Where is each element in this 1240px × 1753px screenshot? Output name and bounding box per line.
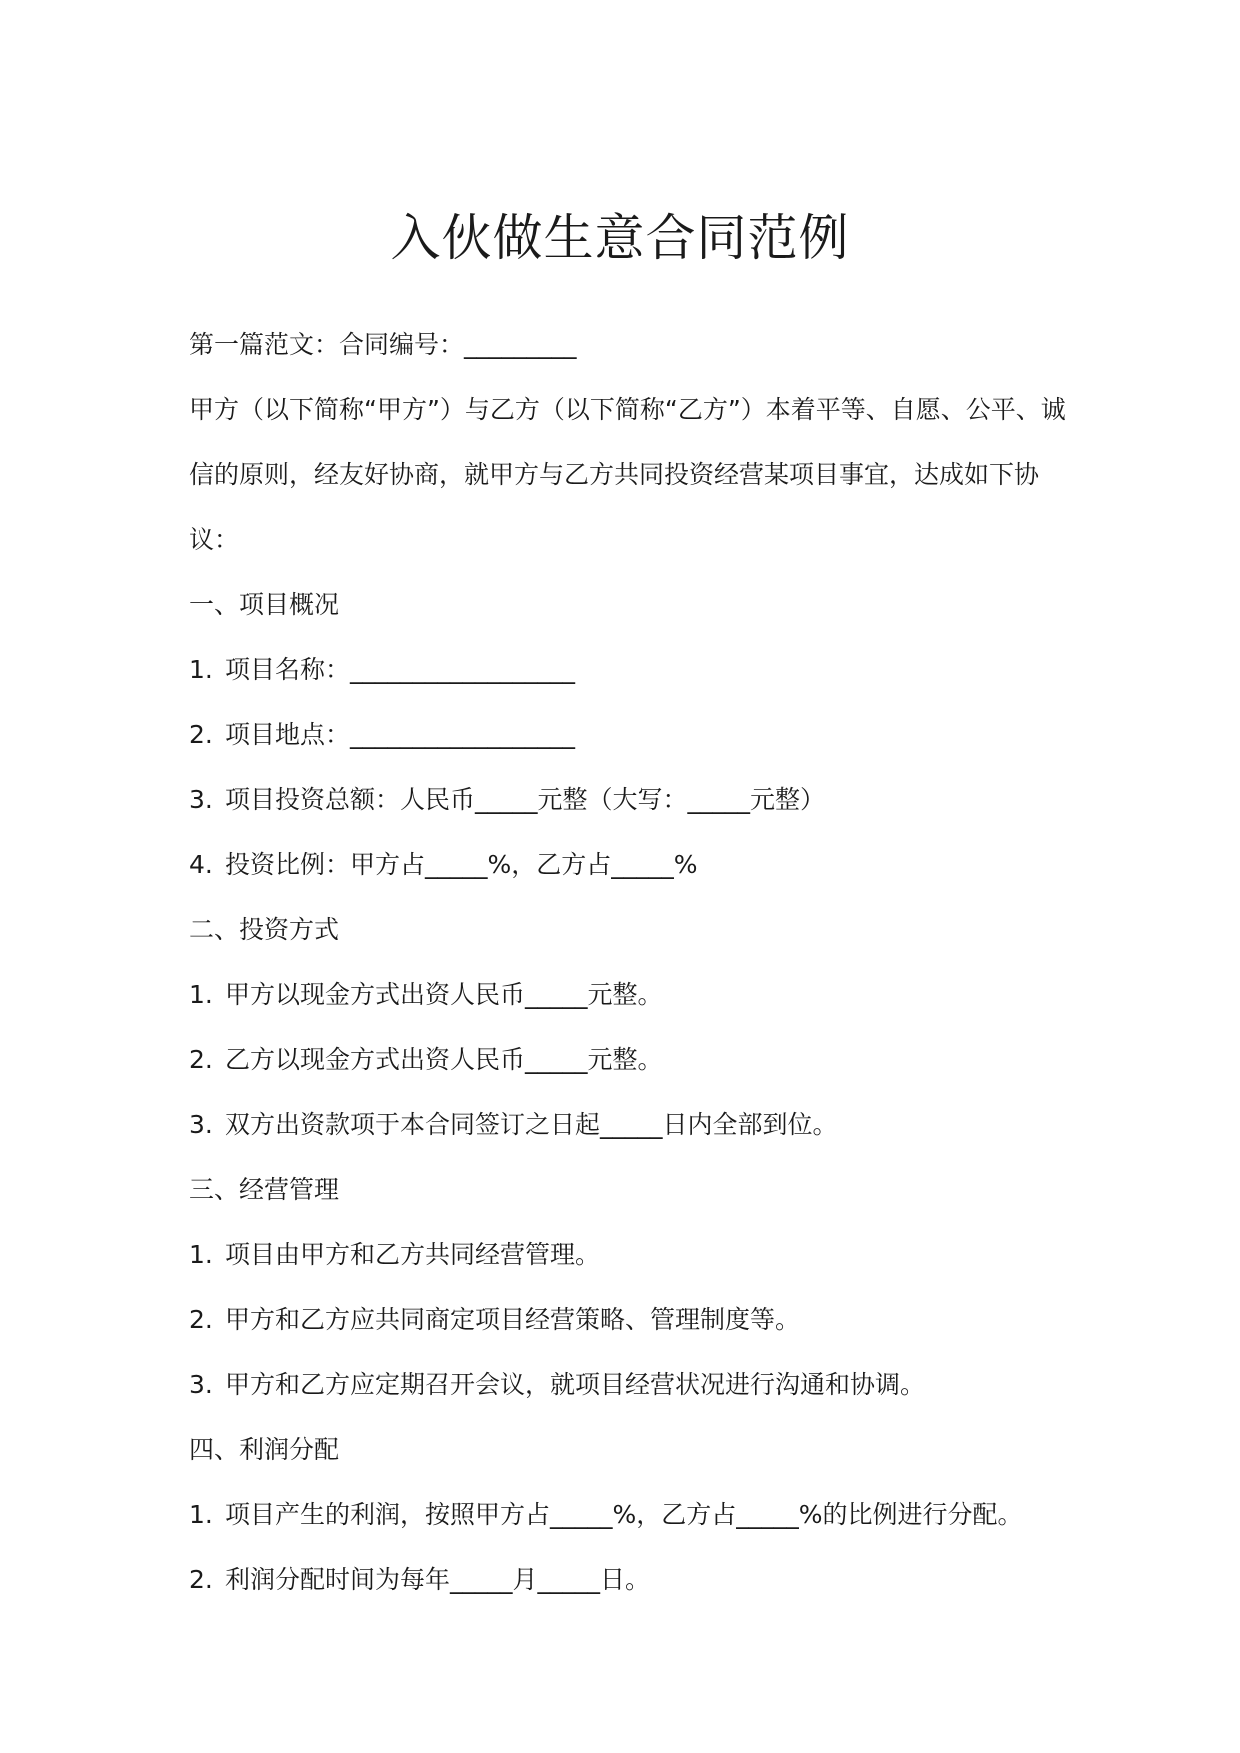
clause-text: 投资比例：甲方占_____%，乙方占_____%	[224, 850, 698, 879]
section-heading-profit-distribution: 四、利润分配	[189, 1435, 340, 1464]
clause-number: 2.	[189, 1565, 213, 1594]
clause-item	[189, 767, 1069, 832]
clause-number: 4.	[189, 850, 213, 879]
clause-text: 利润分配时间为每年_____月_____日。	[224, 1565, 650, 1594]
clause-number: 3.	[189, 1110, 213, 1139]
section-heading-investment-method: 二、投资方式	[189, 915, 340, 944]
clause-number: 3.	[189, 785, 213, 814]
clause-text: 项目地点：__________________	[224, 720, 575, 749]
clause-text: 双方出资款项于本合同签订之日起_____日内全部到位。	[224, 1110, 838, 1139]
clause-text: 甲方以现金方式出资人民币_____元整。	[224, 980, 663, 1009]
clause-number: 2.	[189, 1305, 213, 1334]
clause-text: 项目投资总额：人民币_____元整（大写：_____元整）	[224, 785, 825, 814]
clause-item	[189, 1547, 1069, 1612]
clause-item	[189, 962, 1069, 1027]
clause-item	[189, 1027, 1069, 1092]
clause-number: 3.	[189, 1370, 213, 1399]
clause-number: 1.	[189, 655, 213, 684]
clause-number: 1.	[189, 1240, 213, 1269]
clause-text: 项目产生的利润，按照甲方占_____%，乙方占_____%的比例进行分配。	[224, 1500, 1023, 1529]
clause-number: 2.	[189, 1045, 213, 1074]
section-heading-project-overview: 一、项目概况	[189, 590, 340, 619]
clause-item	[189, 832, 1069, 897]
clause-item	[189, 637, 1069, 702]
preamble-line-1: 甲方（以下简称“甲方”）与乙方（以下简称“乙方”）本着平等、自愿、公平、诚	[189, 395, 1066, 424]
clause-text: 甲方和乙方应定期召开会议，就项目经营状况进行沟通和协调。	[224, 1370, 925, 1399]
clause-item	[189, 1092, 1069, 1157]
clause-number: 1.	[189, 980, 213, 1009]
clause-item	[189, 1482, 1069, 1547]
clause-number: 2.	[189, 720, 213, 749]
clause-item	[189, 1287, 1069, 1352]
preamble-line-2: 信的原则，经友好协商，就甲方与乙方共同投资经营某项目事宜，达成如下协	[189, 460, 1040, 489]
clause-text: 项目由甲方和乙方共同经营管理。	[224, 1240, 600, 1269]
document-body	[189, 312, 1069, 1612]
clause-item	[189, 702, 1069, 767]
section-heading-operation-management: 三、经营管理	[189, 1175, 340, 1204]
clause-item	[189, 1222, 1069, 1287]
contract-number-line: 第一篇范文：合同编号：_________	[189, 330, 577, 359]
preamble-line-3: 议：	[189, 525, 240, 554]
clause-number: 1.	[189, 1500, 213, 1529]
clause-text: 甲方和乙方应共同商定项目经营策略、管理制度等。	[224, 1305, 800, 1334]
clause-text: 乙方以现金方式出资人民币_____元整。	[224, 1045, 663, 1074]
clause-text: 项目名称：__________________	[224, 655, 575, 684]
clause-item	[189, 1352, 1069, 1417]
document-title: 入伙做生意合同范例	[390, 209, 850, 267]
